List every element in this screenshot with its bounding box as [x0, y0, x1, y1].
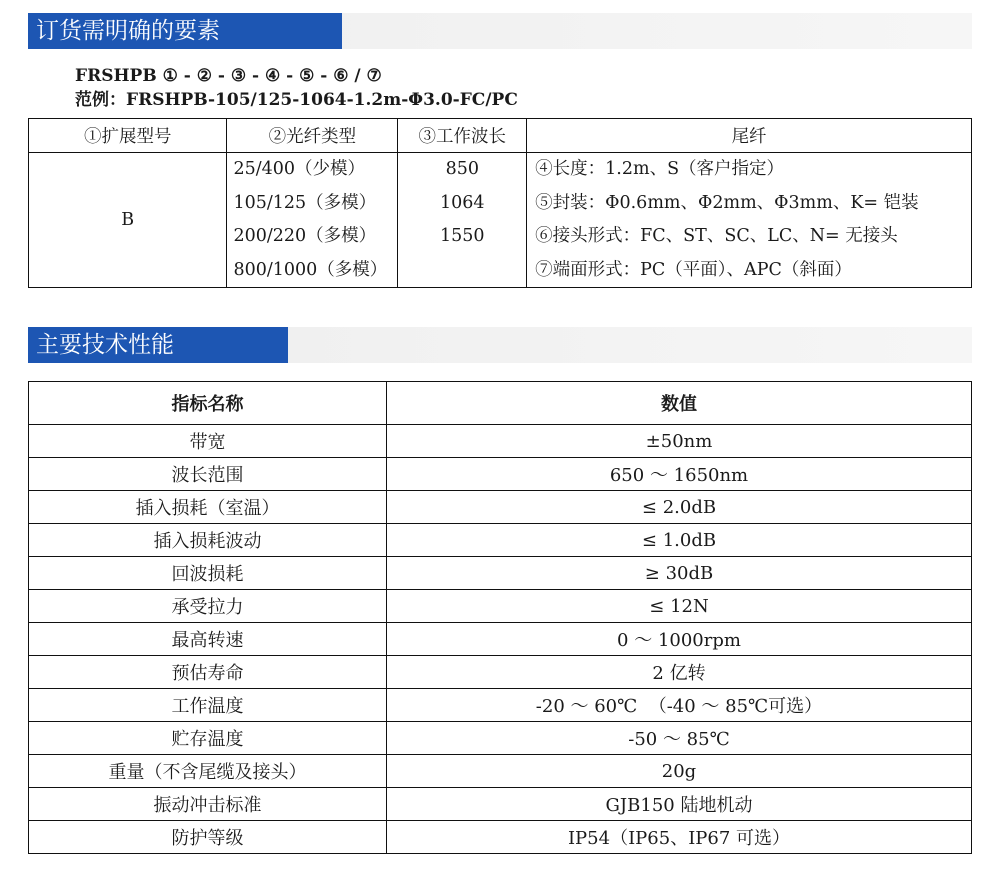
extension-model-value: B — [29, 153, 227, 288]
spec-name: 贮存温度 — [29, 722, 387, 755]
specs-table — [28, 381, 972, 854]
spec-name: 带宽 — [29, 425, 387, 458]
spec-name: 承受拉力 — [29, 590, 387, 623]
spec-name: 波长范围 — [29, 458, 387, 491]
spec-value: ±50nm — [387, 425, 972, 458]
pigtail-options — [527, 153, 972, 288]
spec-name: 最高转速 — [29, 623, 387, 656]
spec-value: 20g — [387, 755, 972, 788]
specs-table-body — [29, 425, 972, 854]
spec-value: 2 亿转 — [387, 656, 972, 689]
ordering-header-row — [29, 119, 972, 153]
pigtail-length: ④长度：1.2m、S（客户指定） — [535, 159, 785, 179]
fiber-type-item: 200/220（多模） — [233, 226, 377, 246]
spec-value: -50 ～ 85℃ — [387, 722, 972, 755]
fiber-type-item: 25/400（少模） — [233, 159, 366, 179]
ordering-table — [28, 118, 972, 288]
table-row — [29, 491, 972, 524]
spec-name: 插入损耗波动 — [29, 524, 387, 557]
header-fiber-type: ②光纤类型 — [227, 119, 398, 153]
spec-name: 回波损耗 — [29, 557, 387, 590]
spec-name: 重量（不含尾缆及接头） — [29, 755, 387, 788]
table-row — [29, 722, 972, 755]
model-pattern: FRSHPB ① - ② - ③ - ④ - ⑤ - ⑥ / ⑦ — [75, 66, 382, 86]
section-header-ordering — [28, 13, 972, 49]
table-row — [29, 524, 972, 557]
spec-value: ≤ 2.0dB — [387, 491, 972, 524]
wavelength-list — [398, 153, 527, 288]
spec-name: 振动冲击标准 — [29, 788, 387, 821]
section-title-specs: 主要技术性能 — [28, 327, 288, 363]
fiber-type-item: 800/1000（多模） — [233, 259, 388, 280]
table-row — [29, 755, 972, 788]
table-row — [29, 821, 972, 854]
spec-name: 防护等级 — [29, 821, 387, 854]
spec-value: 0 ～ 1000rpm — [387, 623, 972, 656]
spec-value: GJB150 陆地机动 — [387, 788, 972, 821]
wavelength-item: 1064 — [440, 192, 485, 213]
table-row — [29, 656, 972, 689]
spec-name: 工作温度 — [29, 689, 387, 722]
header-parameter-name: 指标名称 — [29, 382, 387, 425]
table-row — [29, 590, 972, 623]
wavelength-item: 1550 — [440, 226, 485, 246]
spec-name: 预估寿命 — [29, 656, 387, 689]
model-example: 范例：FRSHPB-105/125-1064-1.2m-Φ3.0-FC/PC — [75, 90, 518, 110]
table-row — [29, 689, 972, 722]
specs-header-row — [29, 382, 972, 425]
spec-value: ≤ 1.0dB — [387, 524, 972, 557]
spec-value: IP54（IP65、IP67 可选） — [387, 821, 972, 854]
pigtail-connector: ⑥接头形式：FC、ST、SC、LC、N= 无接头 — [535, 226, 898, 246]
section-header-specs — [28, 327, 972, 363]
spec-name: 插入损耗（室温） — [29, 491, 387, 524]
table-row — [29, 458, 972, 491]
spec-value: 650 ～ 1650nm — [387, 458, 972, 491]
table-row — [29, 557, 972, 590]
header-pigtail: 尾纤 — [527, 119, 972, 153]
table-row — [29, 425, 972, 458]
fiber-type-list — [227, 153, 398, 288]
section-title-ordering: 订货需明确的要素 — [28, 13, 342, 49]
table-row — [29, 623, 972, 656]
spec-value: ≥ 30dB — [387, 557, 972, 590]
header-extension-model: ①扩展型号 — [29, 119, 227, 153]
pigtail-package: ⑤封装：Φ0.6mm、Φ2mm、Φ3mm、K= 铠装 — [535, 192, 919, 213]
header-wavelength: ③工作波长 — [398, 119, 527, 153]
spec-value: -20 ～ 60℃ （-40 ～ 85℃可选） — [387, 689, 972, 722]
fiber-type-item: 105/125（多模） — [233, 192, 377, 213]
pigtail-end-face: ⑦端面形式：PC（平面）、APC（斜面） — [535, 259, 852, 280]
ordering-body-row — [29, 153, 972, 288]
wavelength-item: 850 — [445, 159, 479, 179]
header-value: 数值 — [387, 382, 972, 425]
spec-value: ≤ 12N — [387, 590, 972, 623]
table-row — [29, 788, 972, 821]
